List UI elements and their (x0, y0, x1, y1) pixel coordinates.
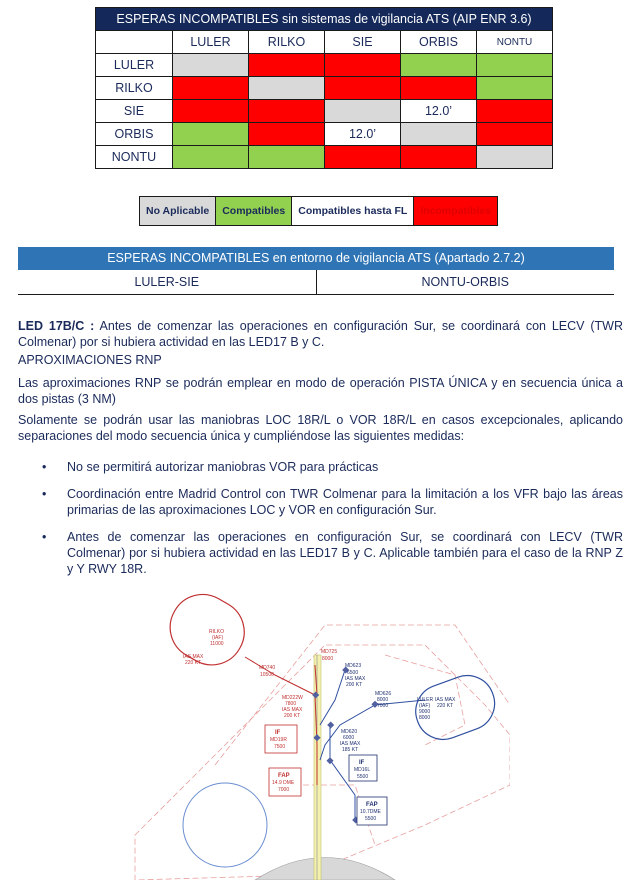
svg-text:10.7DME: 10.7DME (360, 809, 381, 815)
md740-alt: 10500 (260, 672, 274, 678)
surveillance-table-row (18, 270, 614, 295)
svg-text:IF: IF (359, 760, 365, 766)
legend-incompatible: Incompatibles (414, 197, 497, 225)
md626-alt: 8000 (377, 697, 389, 703)
svg-text:IF: IF (275, 730, 281, 736)
matrix-row (96, 54, 553, 77)
rnp-heading: APROXIMACIONES RNP (18, 353, 162, 367)
md222w-alt: 7800 (285, 701, 297, 707)
surveillance-table-title: ESPERAS INCOMPATIBLES en entorno de vigilancia ATS (Apartado 2.7.2) (18, 247, 614, 270)
svg-text:MD19R: MD19R (270, 737, 287, 743)
bullet-icon: • (42, 487, 47, 501)
matrix-cell (249, 146, 325, 169)
legend-compatible-until-fl: Compatibles hasta FL (292, 197, 414, 225)
md725-alt: 8000 (322, 656, 334, 662)
matrix-col-header: LULER (173, 31, 249, 54)
md626-alt2: 7000 (377, 703, 389, 709)
rilko-ias-kt: 220 KT (185, 660, 202, 666)
pair-luler-sie: LULER-SIE (18, 270, 317, 294)
matrix-cell (249, 77, 325, 100)
measures-list (18, 459, 623, 588)
svg-text:FAP: FAP (366, 802, 378, 808)
list-item (18, 459, 623, 475)
matrix-cell (325, 54, 401, 77)
bullet-icon: • (42, 460, 47, 474)
list-item-text: Antes de comenzar las operaciones en configuración Sur, se coordinará con LECV (TWR Colmenar) por si hubiera actividad en las LED17 B y C. Aplicable también para el caso de la RNP Z y Y RWY 18R. (67, 530, 623, 576)
matrix-row (96, 123, 553, 146)
luler-ias-kt: 220 KT (437, 703, 454, 709)
matrix-col-header: ORBIS (401, 31, 477, 54)
matrix-cell: 12.0’ (325, 123, 401, 146)
matrix-cell (173, 146, 249, 169)
md620-ias-kt: 185 KT (342, 747, 359, 753)
rnp-paragraph-2: Solamente se podrán usar las maniobras LOC 18R/L o VOR 18R/L en casos excepcionales, aplicando separaciones del modo secuencia única y cumpliéndose las siguientes medidas: (18, 413, 623, 443)
matrix-row-header: RILKO (96, 77, 173, 100)
svg-text:5500: 5500 (357, 774, 369, 780)
md222w-ias-kt: 200 KT (284, 713, 301, 719)
svg-text:7000: 7000 (278, 787, 290, 793)
luler-ias: IAS MAX (435, 697, 456, 703)
matrix-cell (477, 54, 553, 77)
matrix-col-header: NONTU (477, 31, 553, 54)
led-label: LED 17B/C : (18, 319, 95, 333)
if-left-box (265, 725, 297, 753)
md620-alt: 6000 (343, 735, 355, 741)
surveillance-incompatible-table (18, 247, 614, 295)
md740-label: MD740 (259, 665, 276, 671)
matrix-cell (401, 146, 477, 169)
rnp-paragraph-1: Las aproximaciones RNP se podrán emplear en modo de operación PISTA ÚNICA y en secuencia única a dos pistas (3 NM) (18, 376, 623, 406)
matrix-cell (173, 77, 249, 100)
matrix-row-header: SIE (96, 100, 173, 123)
matrix-row (96, 146, 553, 169)
svg-text:7500: 7500 (274, 744, 286, 750)
legend-not-applicable: No Aplicable (140, 197, 216, 225)
matrix-cell (401, 77, 477, 100)
matrix-cell (325, 146, 401, 169)
pair-nontu-orbis: NONTU-ORBIS (421, 275, 509, 289)
fap-left-box (269, 768, 301, 796)
md222w-label: MD222W (282, 695, 303, 701)
matrix-cell (173, 54, 249, 77)
matrix-cell (249, 54, 325, 77)
luler-alt: 9000 (419, 709, 431, 715)
svg-text:5500: 5500 (365, 816, 377, 822)
matrix-cell (477, 77, 553, 100)
list-item (18, 529, 623, 577)
rilko-label: RILKO (209, 629, 225, 635)
matrix-cell (173, 123, 249, 146)
matrix-cell: 12.0’ (401, 100, 477, 123)
list-item-text: No se permitirá autorizar maniobras VOR para prácticas (67, 460, 379, 474)
fap-right-box (357, 797, 387, 825)
matrix-cell (477, 146, 553, 169)
matrix-row-header: ORBIS (96, 123, 173, 146)
matrix-row (96, 77, 553, 100)
md623-alt: 6500 (347, 670, 359, 676)
rilko-alt: 11000 (210, 641, 224, 647)
md620-ias: IAS MAX (340, 741, 361, 747)
matrix-col-header: RILKO (249, 31, 325, 54)
matrix-cell (325, 77, 401, 100)
list-item-text: Coordinación entre Madrid Control con TWR Colmenar para la limitación a los VFR bajo las áreas primarias de las aproximaciones LOC y VOR en configuración Sur. (67, 487, 623, 517)
md626-label: MD626 (375, 691, 392, 697)
svg-text:FAP: FAP (278, 773, 290, 779)
svg-text:MD16L: MD16L (354, 767, 371, 773)
luler-label: LULER (417, 697, 434, 703)
md623-ias-kt: 200 KT (346, 682, 363, 688)
matrix-cell (249, 123, 325, 146)
legend-compatible: Compatibles (216, 197, 292, 225)
matrix-cell (401, 123, 477, 146)
if-right-box (349, 755, 377, 781)
matrix-row (96, 100, 553, 123)
incompatible-holdings-matrix (95, 7, 553, 169)
matrix-cell (477, 100, 553, 123)
matrix-header-row (96, 31, 553, 54)
color-legend (139, 196, 498, 226)
approach-procedure-map (125, 585, 510, 880)
md725-label: MD725 (321, 649, 338, 655)
md623-label: MD623 (345, 663, 362, 669)
matrix-cell (401, 54, 477, 77)
matrix-corner-cell (96, 31, 173, 54)
luler-iaf: (IAF) (419, 703, 431, 709)
rilko-iaf: (IAF) (212, 635, 224, 641)
list-item (18, 486, 623, 518)
bullet-icon: • (42, 530, 47, 544)
matrix-cell (173, 100, 249, 123)
matrix-col-header: SIE (325, 31, 401, 54)
matrix-cell (325, 100, 401, 123)
luler-alt2: 8000 (419, 715, 431, 721)
matrix-cell (249, 100, 325, 123)
rilko-ias: IAS MAX (183, 654, 204, 660)
matrix-title: ESPERAS INCOMPATIBLES sin sistemas de vigilancia ATS (AIP ENR 3.6) (96, 8, 553, 31)
md620-label: MD620 (341, 729, 358, 735)
matrix-cell (477, 123, 553, 146)
led-text: Antes de comenzar las operaciones en configuración Sur, se coordinará con LECV (TWR Colmenar) por si hubiera actividad en las LED17 B y C. (18, 319, 623, 349)
svg-text:14.9 DME: 14.9 DME (272, 780, 295, 786)
matrix-row-header: LULER (96, 54, 173, 77)
matrix-row-header: NONTU (96, 146, 173, 169)
led-paragraph (18, 318, 623, 350)
md222w-ias: IAS MAX (282, 707, 303, 713)
md623-ias: IAS MAX (345, 676, 366, 682)
